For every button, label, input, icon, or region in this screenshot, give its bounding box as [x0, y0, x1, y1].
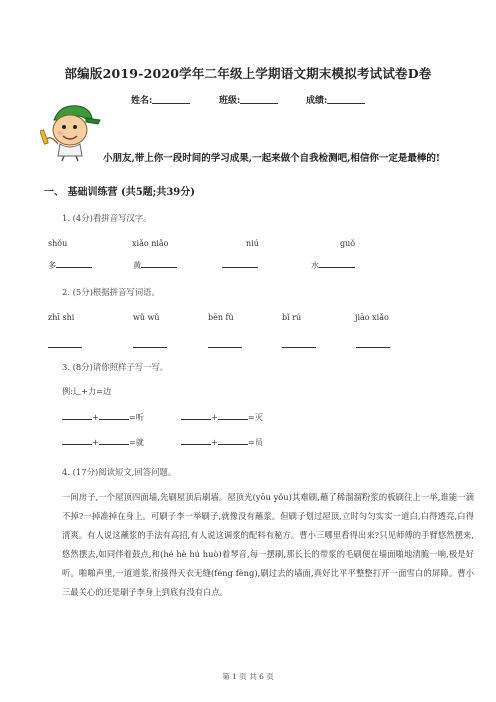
q3-blank-3a[interactable] — [62, 436, 92, 445]
question-2-text: 2. (5分)根据拼音写词语。 — [62, 287, 160, 297]
q1-blank-1[interactable] — [56, 259, 92, 268]
page-footer: 第 1 页 共 6 页 — [222, 672, 274, 681]
reading-passage: 一间房子,一个屋顶四面墙,先刷屋顶后刷墙。屋顶光(yōu yǒu)其难刷,蘸了稀溜溜粉浆的板刷往上一举,谁能一滴不掉?一掉准掉在身上。可刷子李一举刷子,就像没有蘸浆。但刷子划过屋顶,立时匀匀实实一道白,白得透亮,白得清爽。有人说这蘸浆的手法有高招,有人说这调浆的配料有秘方。曹小三哪里看得出来?只见师傅的手臂悠然摆来,悠然摆去,如同伴着鼓点,和(hé hè hú huò)着琴音,每一摆刷,那长长的带浆的毛刷便在墙面啪地清脆一响,极是好听。啪啪声里,一道道浆,衔接得天衣无缝(féng fèng),刷过去的墙面,真好比平平整整打开一面雪白的屏障。曹小三最关心的还是刷子李身上到底有没有白点。 — [62, 492, 474, 597]
q1-pinyin-2: xiǎo niǎo — [132, 239, 169, 248]
question-4-text: 4. (17分)阅读短文,回答问题。 — [62, 467, 177, 477]
q3-blank-2b[interactable] — [218, 411, 248, 420]
question-1-text: 1. (4分)看拼音写汉字。 — [62, 213, 152, 223]
q3-result-3: =就 — [128, 437, 144, 447]
q3-blank-1a[interactable] — [62, 411, 92, 420]
score-blank[interactable] — [327, 94, 365, 104]
q1-pinyin-1: shǒu — [48, 239, 68, 248]
question-3-text: 3. (8分)请你照样子写一写。 — [62, 362, 169, 372]
q1-prefix-1: 多 — [48, 260, 57, 270]
q3-row2-right[interactable]: + =员 — [181, 436, 263, 448]
q2-blank-2[interactable] — [133, 339, 167, 348]
q2-pinyin-2: wǔ wǔ — [133, 313, 160, 322]
q2-blank-1[interactable] — [48, 339, 82, 348]
q3-blank-2a[interactable] — [181, 411, 211, 420]
class-label: 班级: — [219, 96, 241, 106]
q1-pinyin-3: niú — [246, 239, 259, 248]
q1-answer-4[interactable] — [311, 259, 355, 271]
score-label: 成绩: — [306, 96, 328, 106]
q3-row2-left[interactable]: + =就 — [62, 436, 144, 448]
q1-prefix-4: 水 — [311, 260, 320, 270]
q3-result-1: =听 — [128, 412, 144, 422]
name-field[interactable] — [131, 93, 190, 106]
q1-answer-2[interactable] — [133, 259, 177, 271]
q3-result-4: =员 — [247, 437, 263, 447]
q1-pinyin-4: guǒ — [340, 239, 356, 248]
q1-answer-3[interactable] — [222, 259, 258, 270]
section-heading: 一、 基础训练营 (共5题;共39分) — [44, 187, 195, 198]
q3-result-2: =灭 — [247, 412, 263, 422]
q2-answer-5[interactable] — [356, 333, 390, 352]
q2-pinyin-4: bǐ rú — [282, 313, 302, 322]
score-field[interactable] — [306, 93, 365, 106]
cartoon-student-icon — [40, 100, 104, 162]
q2-answer-2[interactable] — [133, 333, 167, 352]
encouragement-text: 小朋友,带上你一段时间的学习成果,一起来做个自我检测吧,相信你一定是最棒的! — [103, 153, 441, 164]
name-blank[interactable] — [152, 94, 190, 104]
q3-row1-right[interactable]: + =灭 — [181, 411, 263, 423]
q3-blank-4a[interactable] — [181, 436, 211, 445]
q3-blank-1b[interactable] — [99, 411, 129, 420]
q1-prefix-2: 黄 — [133, 260, 142, 270]
q1-blank-2[interactable] — [141, 259, 177, 268]
q2-pinyin-5: jiāo xiǎo — [355, 313, 389, 322]
q3-example: 例:辶+力=边 — [62, 386, 112, 396]
q2-answer-1[interactable] — [48, 333, 82, 352]
q1-blank-3[interactable] — [222, 259, 258, 268]
q2-blank-3[interactable] — [208, 339, 242, 348]
q3-blank-3b[interactable] — [99, 436, 129, 445]
q2-answer-3[interactable] — [208, 333, 242, 352]
q1-blank-4[interactable] — [319, 259, 355, 268]
class-blank[interactable] — [240, 94, 278, 104]
class-field[interactable] — [219, 93, 278, 106]
page-title: 部编版2019-2020学年二年级上学期语文期末模拟考试试卷D卷 — [64, 66, 432, 81]
q2-pinyin-1: zhī shi — [48, 313, 75, 322]
name-label: 姓名: — [131, 96, 153, 106]
q2-pinyin-3: bēn fù — [208, 313, 234, 322]
q3-blank-4b[interactable] — [218, 436, 248, 445]
q2-blank-5[interactable] — [356, 339, 390, 348]
q2-answer-4[interactable] — [282, 333, 316, 352]
q1-answer-1[interactable] — [48, 259, 92, 271]
q2-blank-4[interactable] — [282, 339, 316, 348]
q3-row1-left[interactable]: + =听 — [62, 411, 144, 423]
